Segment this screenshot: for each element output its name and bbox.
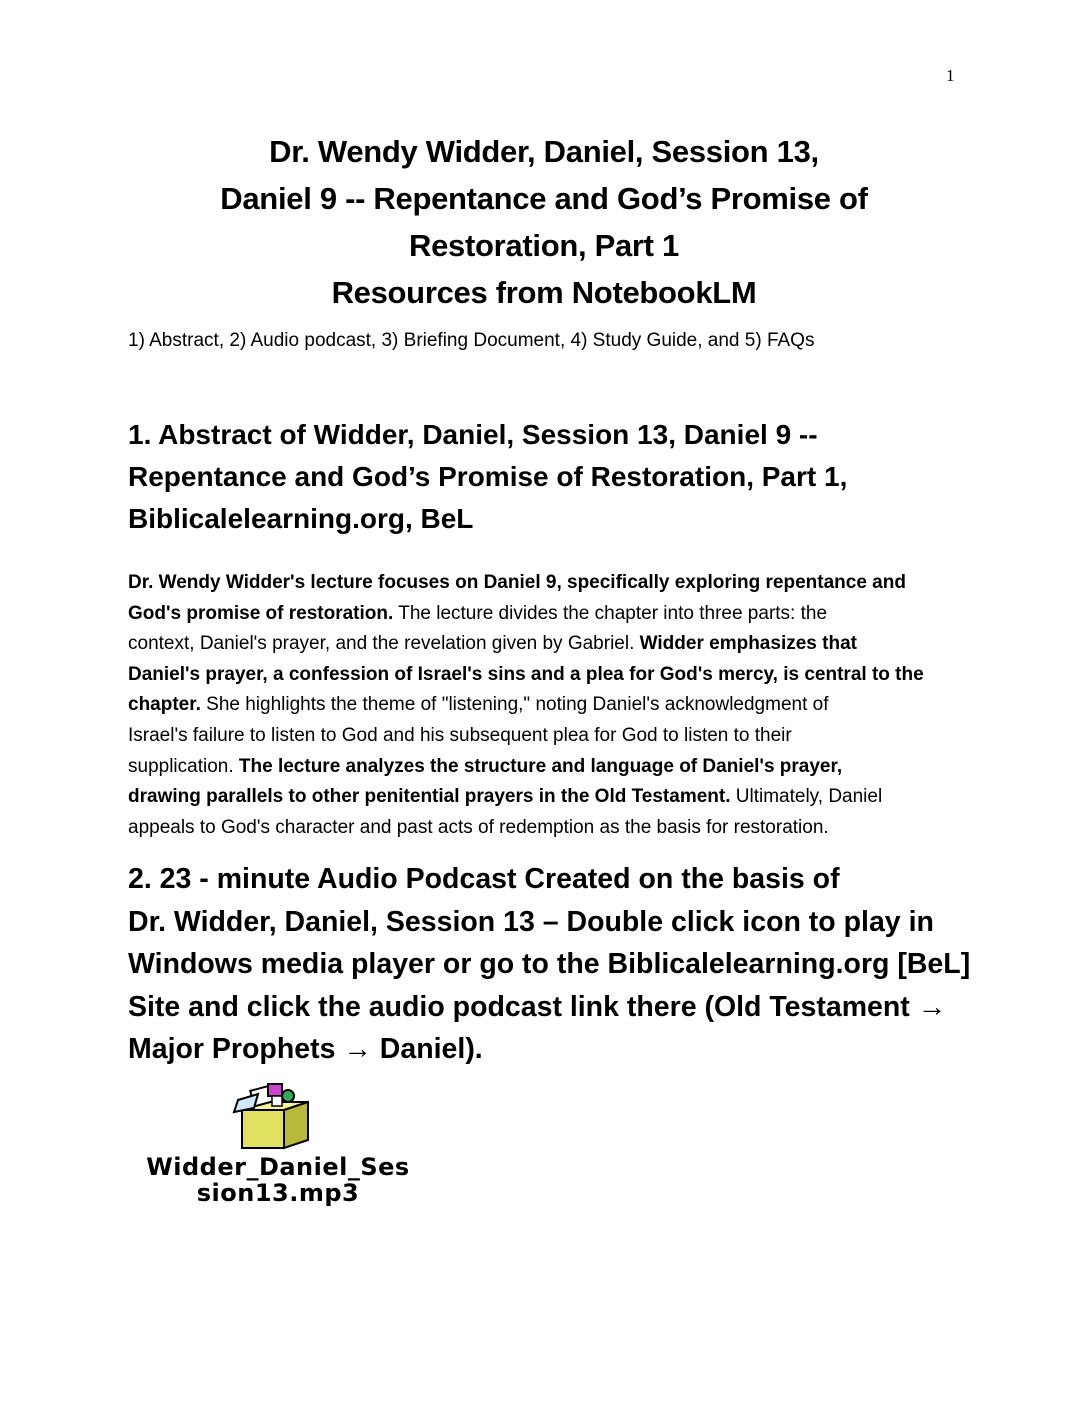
title-line-2: Daniel 9 -- Repentance and God’s Promise of bbox=[220, 181, 868, 216]
abstract-line-1 bbox=[128, 568, 968, 599]
podcast-text: Site and click the audio podcast link there (Old Testament bbox=[128, 990, 918, 1023]
abstract-line-3 bbox=[128, 629, 968, 660]
podcast-heading-line-4 bbox=[128, 986, 988, 1029]
abstract-text: context, Daniel's prayer, and the revelation given by Gabriel. bbox=[128, 633, 640, 655]
abstract-text: appeals to God's character and past acts of redemption as the basis for restoration. bbox=[128, 816, 829, 838]
abstract-bold-text: The lecture analyzes the structure and language of Daniel's prayer, bbox=[238, 755, 843, 777]
title-line-4: Resources from NotebookLM bbox=[331, 275, 757, 310]
document-title bbox=[80, 128, 1008, 316]
abstract-heading-line-2: Repentance and God’s Promise of Restoration, Part 1, bbox=[128, 461, 848, 492]
package-icon[interactable] bbox=[232, 1082, 318, 1152]
abstract-bold-text: God's promise of restoration. bbox=[128, 602, 394, 624]
abstract-text: Ultimately, Daniel bbox=[730, 786, 883, 808]
right-arrow-icon: → bbox=[917, 990, 947, 1023]
abstract-heading bbox=[128, 414, 988, 540]
right-arrow-icon: → bbox=[343, 1033, 372, 1065]
abstract-line-6 bbox=[128, 721, 968, 752]
abstract-bold-text: drawing parallels to other penitential prayers in the Old Testament. bbox=[128, 786, 731, 808]
podcast-heading bbox=[128, 858, 988, 1071]
abstract-line-2 bbox=[128, 599, 968, 630]
abstract-body bbox=[128, 568, 968, 843]
abstract-line-9 bbox=[128, 813, 968, 844]
abstract-line-4 bbox=[128, 660, 968, 691]
title-line-1: Dr. Wendy Widder, Daniel, Session 13, bbox=[269, 134, 819, 169]
audio-attachment[interactable] bbox=[128, 1082, 438, 1212]
podcast-heading-line-2: Dr. Widder, Daniel, Session 13 – Double click icon to play in bbox=[128, 905, 934, 938]
abstract-line-8 bbox=[128, 782, 968, 813]
abstract-heading-line-1: 1. Abstract of Widder, Daniel, Session 13, Daniel 9 -- bbox=[128, 419, 818, 450]
podcast-text: Major Prophets bbox=[128, 1033, 344, 1065]
attachment-filename[interactable] bbox=[128, 1154, 428, 1206]
attachment-filename-line-2: sion13.mp3 bbox=[196, 1179, 360, 1207]
podcast-heading-line-3: Windows media player or go to the Biblicalelearning.org [BeL] bbox=[128, 948, 971, 980]
podcast-heading-line-1: 2. 23 - minute Audio Podcast Created on the basis of bbox=[128, 863, 840, 895]
abstract-bold-text: Dr. Wendy Widder's lecture focuses on Daniel 9, specifically exploring repentance and bbox=[128, 572, 906, 593]
abstract-text: The lecture divides the chapter into three parts: the bbox=[393, 602, 828, 624]
abstract-bold-text: Widder emphasizes that bbox=[639, 633, 857, 655]
podcast-heading-line-5 bbox=[128, 1028, 988, 1071]
podcast-text: Daniel). bbox=[371, 1033, 483, 1065]
abstract-heading-line-3: Biblicalelearning.org, BeL bbox=[128, 503, 474, 534]
abstract-bold-text: Daniel's prayer, a confession of Israel's sins and a plea for God's mercy, is central to the bbox=[128, 663, 924, 685]
abstract-line-7 bbox=[128, 752, 968, 783]
title-line-3: Restoration, Part 1 bbox=[409, 228, 679, 263]
abstract-text: Israel's failure to listen to God and his subsequent plea for God to listen to their bbox=[128, 724, 792, 746]
abstract-text: supplication. bbox=[128, 755, 239, 777]
page-number: 1 bbox=[946, 66, 955, 85]
abstract-text: She highlights the theme of "listening," noting Daniel's acknowledgment of bbox=[200, 694, 829, 716]
attachment-filename-line-1: Widder_Daniel_Ses bbox=[146, 1153, 410, 1181]
abstract-bold-text: chapter. bbox=[128, 694, 201, 716]
resources-list: 1) Abstract, 2) Audio podcast, 3) Briefing Document, 4) Study Guide, and 5) FAQs bbox=[128, 330, 815, 351]
abstract-line-5 bbox=[128, 690, 968, 721]
